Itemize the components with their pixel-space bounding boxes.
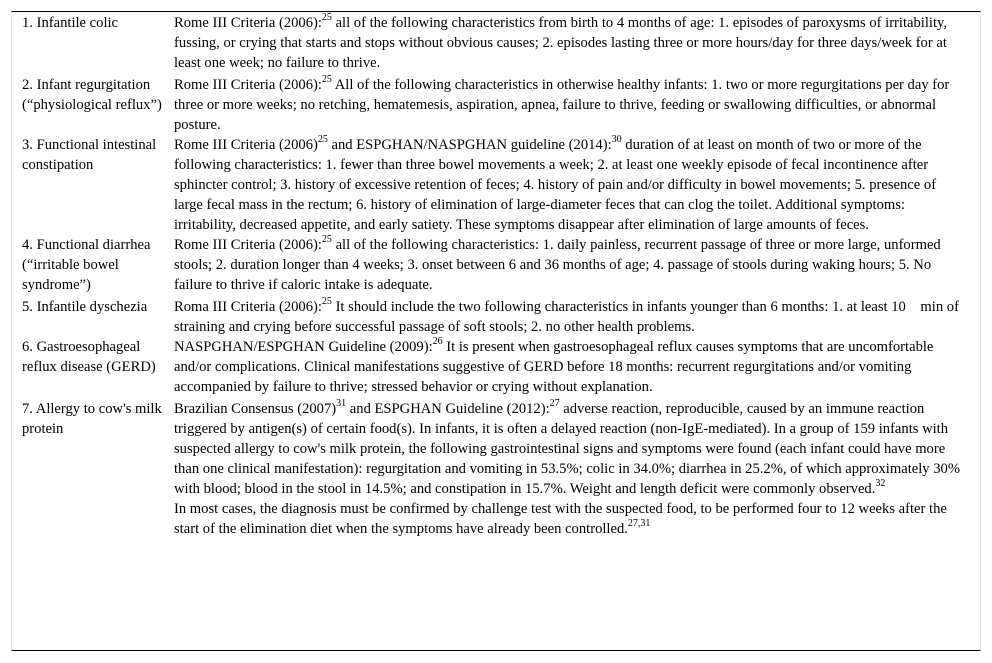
reference-superscript: 31 [336,398,347,410]
condition-cell: 4. Functional diarrhea (“irritable bowel syndrome”) [22,237,151,293]
condition-cell: 7. Allergy to cow's milk protein [22,401,162,437]
table-row [12,235,980,295]
description-text: All of the following characteristics in otherwise healthy infants: 1. two or more regurgitations per day for three or more weeks; no retching, hematemesis, aspiration, apnea, failure to thrive, feeding or swallowing difficulties, or abnormal posture. [174,77,950,133]
criteria-source: Roma III Criteria (2006): [174,299,322,315]
description-text: all of the following characteristics from birth to 4 months of age: 1. episodes of paroxysms of irritability, fussing, or crying that starts and stops without obvious causes; 2. episodes lasting three or more hours/day for three days/week for at least one week; no failure to thrive. [174,15,948,71]
reference-superscript: 27,31 [627,518,651,530]
reference-superscript: 27 [549,398,560,410]
reference-superscript: 32 [875,478,886,490]
description-cell [174,12,980,73]
condition-cell: 3. Functional intestinal constipation [22,137,157,173]
criteria-source: Brazilian Consensus (2007) [174,401,337,417]
description-cell [174,135,980,235]
criteria-table [12,12,980,539]
reference-superscript: 25 [321,296,332,308]
description-text: duration of at least on month of two or more of the following characteristics: 1. fewer than three bowel movements a week; 2. at least one weekly episode of fecal incontinence after sphincter control; 3. history of excessive retention of feces; 4. history of pain and/or difficulty in bowel movements; 5. presence of large fecal mass in the rectum; 6. history of elimination of large-diameter feces that can clog the toilet. Additional symptoms: irritability, decreased appetite, and early satiety. These symptoms disappear after elimination of large amounts of feces. [174,137,937,233]
description-text: In most cases, the diagnosis must be confirmed by challenge test with the suspected food, to be performed four to 12 weeks after the start of the elimination diet when the symptoms have already been controlled. [174,501,947,537]
table-row [12,135,980,235]
condition-cell: 2. Infant regurgitation (“physiological reflux”) [22,77,162,113]
description-cell [174,235,980,295]
table-row [12,12,980,73]
criteria-source: Rome III Criteria (2006): [174,237,322,253]
table-row [12,397,980,539]
table-row [12,337,980,397]
condition-cell: 5. Infantile dyschezia [22,299,148,315]
condition-cell: 1. Infantile colic [22,15,119,31]
description-text: adverse reaction, reproducible, caused by an immune reaction triggered by antigen(s) of certain food(s). In infants, it is often a delayed reaction (non-IgE-mediated). In a group of 159 infants with suspected allergy to cow's milk protein, the following gastrointestinal signs and symptoms were found (each infant could have more than one clinical manifestation): regurgitation and vomiting in 53.5%; colic in 34.0%; diarrhea in 25.2%, of which approximately 30% with blood; blood in the stool in 14.5%; and constipation in 15.7%. Weight and length deficit were commonly observed. [174,401,960,497]
reference-superscript: 30 [611,134,622,146]
reference-superscript: 25 [321,12,332,24]
reference-superscript: 25 [317,134,328,146]
criteria-table-container [11,11,981,651]
description-cell [174,73,980,135]
condition-cell: 6. Gastroesophageal reflux disease (GERD) [22,339,156,375]
description-text: It should include the two following characteristics in infants younger than 6 months: 1. at least 10 min of straining and crying before successful passage of soft stools; 2. no other health problems. [174,299,959,335]
description-cell [174,337,980,397]
description-cell [174,295,980,337]
table-row [12,295,980,337]
criteria-source: Rome III Criteria (2006): [174,77,322,93]
reference-superscript: 26 [432,336,443,348]
table-row [12,73,980,135]
reference-superscript: 25 [321,234,332,246]
reference-superscript: 25 [321,74,332,86]
criteria-source-secondary: and ESPGHAN Guideline (2012): [346,401,550,417]
description-paragraph [174,399,960,499]
criteria-source: Rome III Criteria (2006): [174,15,322,31]
description-text: It is present when gastroesophageal reflux causes symptoms that are uncomfortable and/or complications. Clinical manifestations suggestive of GERD before 18 months: recurrent regurgitations and/or vomiting accompanied by failure to thrive; stressed behavior or crying without explanation. [174,339,934,395]
description-cell [174,397,980,539]
criteria-source-secondary: and ESPGHAN/NASPGHAN guideline (2014): [327,137,612,153]
description-text: all of the following characteristics: 1. daily painless, recurrent passage of three or more large, unformed stools; 2. duration longer than 4 weeks; 3. onset between 6 and 36 months of age; 4. passage of stools during waking hours; 5. No failure to thrive if caloric intake is adequate. [174,237,941,293]
criteria-source: Rome III Criteria (2006) [174,137,318,153]
criteria-source: NASPGHAN/ESPGHAN Guideline (2009): [174,339,433,355]
description-paragraph [174,499,960,539]
